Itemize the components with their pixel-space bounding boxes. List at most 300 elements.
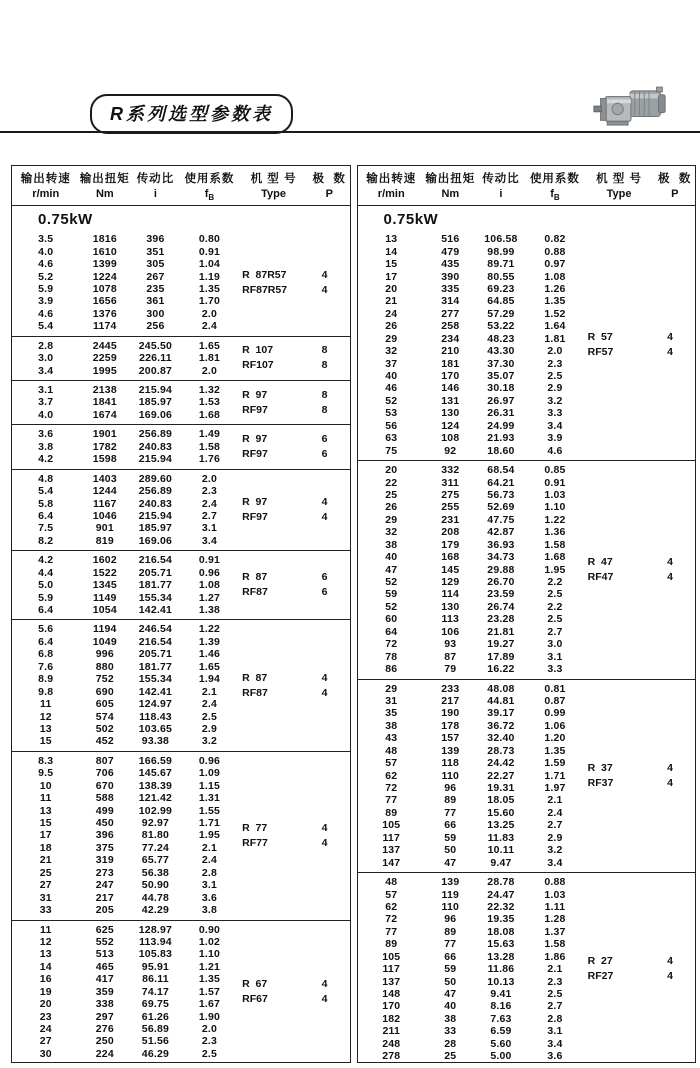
poles-value: 4 [321, 495, 328, 508]
cell-torque: 190 [441, 707, 460, 720]
cell-torque: 552 [95, 935, 114, 948]
column-header [80, 170, 131, 202]
cell-service-factor: 0.82 [544, 233, 566, 246]
type-pole-row [584, 954, 693, 969]
cell-torque: 93 [444, 638, 457, 651]
table-row [358, 613, 696, 625]
cell-speed: 10 [39, 779, 52, 792]
cell-service-factor: 1.90 [198, 1010, 221, 1023]
cell-speed: 64 [385, 625, 398, 638]
cell-torque: 880 [95, 660, 114, 673]
cell-torque: 59 [444, 963, 457, 976]
cell-speed: 47 [385, 563, 398, 576]
cell-service-factor: 1.81 [198, 352, 221, 365]
cell-speed: 137 [382, 844, 401, 857]
type-pole-block [238, 671, 347, 701]
cell-torque: 435 [441, 258, 460, 271]
cell-ratio: 240.83 [138, 440, 173, 453]
table-section [12, 336, 350, 380]
cell-torque: 1054 [92, 604, 117, 616]
cell-service-factor: 1.86 [544, 950, 566, 963]
cell-ratio: 24.99 [487, 419, 515, 432]
cell-service-factor: 1.02 [198, 935, 221, 948]
cell-ratio: 65.77 [141, 854, 170, 867]
cell-torque: 124 [441, 419, 460, 432]
poles-value: 4 [667, 776, 673, 789]
cell-speed: 56 [385, 419, 398, 432]
cell-service-factor: 0.96 [198, 566, 221, 579]
type-pole-row [584, 330, 693, 345]
cell-service-factor: 2.0 [201, 364, 218, 377]
table-section [358, 460, 696, 678]
cell-service-factor: 3.3 [547, 407, 563, 420]
type-label: R 77 [242, 821, 268, 834]
cell-speed: 31 [385, 694, 398, 707]
cell-ratio: 69.75 [141, 998, 170, 1011]
type-label: RF87 [242, 586, 268, 599]
cell-speed: 31 [39, 891, 52, 904]
cell-speed: 3.5 [38, 233, 54, 246]
table-row [358, 395, 696, 407]
column-header-cn: 极 数 [312, 173, 346, 185]
column-header-en: Nm [441, 188, 460, 200]
cell-ratio: 28.73 [487, 744, 515, 757]
type-label: RF87R57 [242, 283, 288, 296]
cell-ratio: 121.42 [138, 792, 173, 805]
cell-speed: 117 [382, 831, 401, 844]
cell-torque: 1674 [92, 408, 117, 421]
cell-torque: 1167 [93, 497, 117, 510]
cell-torque: 59 [444, 831, 457, 844]
cell-service-factor: 3.9 [547, 432, 563, 445]
cell-torque: 119 [441, 888, 460, 901]
cell-ratio: 46.29 [141, 1047, 170, 1060]
cell-speed: 75 [385, 444, 398, 457]
cell-speed: 3.0 [38, 352, 54, 365]
cell-service-factor: 0.87 [544, 694, 566, 707]
cell-service-factor: 1.32 [198, 384, 221, 396]
cell-ratio: 245.50 [138, 339, 173, 352]
cell-torque: 670 [95, 779, 114, 792]
cell-torque: 131 [441, 394, 460, 407]
table-row [12, 892, 350, 904]
cell-speed: 62 [385, 900, 398, 913]
cell-service-factor: 3.0 [547, 638, 563, 651]
cell-torque: 1194 [93, 623, 117, 636]
cell-torque: 178 [441, 719, 460, 732]
cell-torque: 108 [441, 432, 460, 445]
cell-torque: 50 [444, 975, 457, 988]
type-pole-row [238, 570, 347, 585]
type-pole-row [584, 555, 693, 570]
cell-speed: 5.9 [38, 591, 54, 604]
table-row [12, 723, 350, 735]
cell-service-factor: 1.52 [544, 307, 566, 320]
cell-ratio: 205.71 [138, 648, 173, 661]
table-row [12, 879, 350, 891]
cell-speed: 15 [385, 258, 398, 271]
type-pole-row [238, 343, 347, 358]
cell-service-factor: 0.99 [544, 707, 566, 720]
cell-speed: 117 [382, 963, 401, 976]
power-label-right: 0.75kW [383, 211, 439, 229]
cell-speed: 27 [39, 879, 52, 892]
cell-ratio: 155.34 [138, 591, 173, 604]
cell-torque: 205 [95, 904, 114, 917]
cell-ratio: 26.31 [487, 407, 515, 420]
cell-service-factor: 3.2 [547, 844, 563, 857]
cell-speed: 62 [385, 769, 398, 782]
cell-service-factor: 1.35 [198, 282, 221, 295]
cell-ratio: 80.55 [487, 270, 515, 283]
cell-ratio: 138.39 [138, 779, 173, 792]
type-pole-block [238, 570, 347, 600]
cell-speed: 5.4 [38, 485, 54, 498]
table-row [12, 246, 350, 258]
cell-ratio: 166.59 [138, 754, 173, 767]
cell-ratio: 215.94 [138, 453, 173, 466]
cell-ratio: 200.87 [138, 364, 173, 377]
column-header-cn: 机 型 号 [596, 173, 642, 185]
table-row [358, 913, 696, 925]
cell-speed: 60 [385, 613, 398, 626]
cell-torque: 450 [95, 817, 114, 829]
cell-speed: 13 [39, 948, 52, 961]
cell-ratio: 169.06 [138, 408, 173, 421]
type-pole-block [238, 432, 347, 462]
cell-speed: 4.2 [38, 453, 54, 466]
cell-speed: 18 [39, 841, 52, 854]
cell-torque: 170 [441, 370, 460, 382]
table-row [12, 961, 350, 973]
cell-service-factor: 1.95 [198, 829, 221, 842]
cell-speed: 11 [40, 698, 52, 711]
cell-service-factor: 3.4 [201, 534, 218, 547]
table-section [12, 230, 350, 336]
cell-torque: 1782 [92, 440, 117, 453]
type-label: R 37 [587, 761, 613, 774]
poles-value: 4 [321, 671, 328, 684]
type-pole-block [238, 268, 347, 298]
cell-speed: 23 [39, 1010, 52, 1023]
cell-speed: 24 [385, 307, 398, 320]
column-header-en: $f_B$ [204, 188, 215, 203]
cell-ratio: 56.89 [141, 1023, 170, 1035]
cell-ratio: 23.59 [487, 588, 515, 601]
type-pole-row [584, 345, 693, 360]
cell-torque: 50 [444, 844, 457, 857]
cell-ratio: 13.25 [487, 819, 515, 832]
cell-service-factor: 2.5 [547, 588, 563, 601]
table-row [12, 1048, 350, 1060]
type-pole-row [238, 388, 347, 403]
cell-speed: 26 [385, 501, 398, 514]
column-header [476, 170, 527, 202]
column-header-cn: 输出转速 [366, 173, 417, 185]
cell-torque: 588 [95, 792, 114, 805]
cell-service-factor: 3.1 [547, 1025, 563, 1038]
cell-speed: 211 [382, 1025, 401, 1038]
table-row [12, 554, 350, 566]
cell-torque: 181 [441, 357, 460, 370]
cell-torque: 224 [95, 1047, 114, 1060]
cell-service-factor: 1.59 [544, 757, 566, 770]
cell-service-factor: 1.37 [544, 925, 566, 938]
type-label: RF107 [242, 359, 274, 372]
column-header-en: i [153, 188, 157, 200]
cell-ratio: 37.30 [487, 357, 515, 370]
cell-speed: 2.8 [38, 339, 54, 352]
cell-speed: 72 [385, 913, 398, 926]
cell-speed: 48 [385, 876, 398, 889]
cell-service-factor: 1.11 [544, 900, 566, 913]
cell-service-factor: 1.15 [198, 779, 221, 792]
cell-speed: 12 [39, 710, 52, 723]
cell-torque: 819 [95, 534, 114, 547]
cell-service-factor: 1.08 [544, 270, 566, 283]
poles-value: 6 [321, 447, 328, 460]
cell-torque: 338 [95, 998, 114, 1011]
cell-ratio: 18.08 [487, 925, 515, 938]
table-row [358, 526, 696, 538]
table-row [358, 926, 696, 938]
cell-torque: 359 [95, 985, 114, 998]
cell-service-factor: 2.0 [201, 472, 218, 485]
cell-torque: 25 [444, 1050, 457, 1062]
column-header-cn: 输出扭矩 [425, 173, 476, 185]
cell-speed: 182 [382, 1012, 401, 1025]
cell-speed: 40 [385, 370, 398, 382]
table-body-left [12, 206, 350, 1062]
table-row [12, 854, 350, 866]
cell-ratio: 77.24 [141, 841, 170, 854]
cell-service-factor: 3.6 [201, 891, 218, 904]
column-header-en: r/min [32, 188, 60, 200]
cell-speed: 29 [385, 513, 398, 526]
type-pole-row [238, 283, 347, 298]
type-label: R 47 [587, 555, 613, 568]
type-pole-block [238, 977, 347, 1007]
poles-value: 4 [321, 268, 328, 281]
table-row [358, 638, 696, 650]
cell-service-factor: 1.10 [198, 948, 221, 961]
column-header-en: Type [261, 188, 286, 200]
cell-ratio: 44.78 [141, 891, 170, 904]
cell-torque: 139 [441, 876, 460, 889]
cell-ratio: 22.27 [487, 769, 515, 782]
cell-ratio: 34.73 [487, 551, 515, 564]
cell-service-factor: 0.91 [544, 476, 566, 489]
cell-service-factor: 1.71 [198, 817, 221, 829]
cell-torque: 255 [441, 501, 460, 514]
table-half-right [357, 165, 697, 1063]
table-row [12, 473, 350, 485]
cell-torque: 129 [441, 576, 460, 588]
poles-value: 8 [321, 359, 328, 372]
type-label: R 107 [242, 344, 274, 357]
cell-torque: 1403 [92, 472, 117, 485]
table-row [358, 1050, 696, 1062]
cell-speed: 4.0 [38, 408, 54, 421]
cell-service-factor: 2.5 [201, 1047, 218, 1060]
cell-service-factor: 1.94 [198, 673, 221, 686]
type-pole-row [238, 268, 347, 283]
cell-torque: 208 [441, 526, 460, 539]
table-section [12, 751, 350, 920]
cell-speed: 21 [39, 854, 52, 867]
cell-torque: 1046 [92, 509, 117, 522]
type-label: R 87 [242, 571, 268, 584]
cell-service-factor: 3.6 [547, 1050, 563, 1062]
type-label: RF37 [587, 776, 614, 789]
table-row [358, 271, 696, 283]
column-header [181, 170, 238, 202]
type-pole-row [238, 836, 347, 851]
cell-speed: 7.6 [38, 660, 54, 673]
cell-torque: 417 [95, 973, 114, 986]
cell-torque: 625 [95, 923, 114, 936]
poles-value: 8 [321, 388, 328, 401]
poles-value: 4 [667, 970, 673, 983]
table-row [358, 707, 696, 719]
table-row [12, 623, 350, 635]
cell-torque: 277 [441, 307, 460, 320]
type-label: RF87 [242, 686, 268, 699]
cell-torque: 396 [95, 829, 114, 842]
cell-service-factor: 2.8 [547, 1012, 563, 1025]
cell-speed: 77 [385, 794, 398, 807]
cell-ratio: 256.89 [138, 428, 173, 441]
cell-torque: 110 [441, 769, 460, 782]
cell-torque: 752 [95, 673, 114, 686]
cell-torque: 901 [95, 522, 114, 535]
cell-ratio: 19.31 [487, 782, 515, 794]
type-pole-row [238, 585, 347, 600]
cell-ratio: 142.41 [138, 604, 173, 616]
cell-ratio: 36.93 [487, 538, 515, 551]
cell-torque: 574 [95, 710, 114, 723]
table-row [358, 539, 696, 551]
cell-service-factor: 2.1 [201, 685, 218, 698]
cell-ratio: 15.60 [487, 806, 515, 819]
table-row [12, 755, 350, 767]
cell-service-factor: 1.35 [544, 744, 566, 757]
cell-service-factor: 1.22 [544, 513, 566, 526]
cell-speed: 6.8 [38, 648, 54, 661]
table-row [358, 295, 696, 307]
cell-torque: 113 [441, 613, 460, 626]
cell-speed: 5.4 [38, 320, 54, 333]
cell-service-factor: 1.71 [544, 769, 566, 782]
cell-torque: 273 [95, 866, 114, 879]
cell-torque: 217 [441, 694, 460, 707]
cell-service-factor: 1.49 [198, 428, 221, 441]
cell-service-factor: 1.22 [198, 623, 221, 636]
poles-value: 4 [321, 686, 328, 699]
table-row [12, 767, 350, 779]
cell-ratio: 64.21 [487, 476, 515, 489]
cell-service-factor: 3.4 [547, 856, 563, 869]
cell-speed: 148 [382, 988, 401, 1000]
cell-ratio: 185.97 [138, 522, 173, 535]
cell-ratio: 53.22 [487, 320, 515, 333]
poles-value: 6 [321, 571, 328, 584]
cell-service-factor: 2.0 [547, 345, 563, 358]
cell-ratio: 43.30 [487, 345, 515, 358]
cell-service-factor: 1.68 [198, 408, 221, 421]
cell-speed: 59 [385, 588, 398, 601]
cell-ratio: 216.54 [138, 635, 173, 648]
cell-torque: 2138 [92, 384, 117, 396]
cell-speed: 32 [385, 345, 398, 358]
column-header-cn: 输出扭矩 [79, 173, 130, 185]
cell-service-factor: 2.2 [547, 600, 563, 613]
cell-ratio: 98.99 [487, 245, 515, 258]
cell-torque: 335 [441, 282, 460, 295]
table-row [358, 857, 696, 869]
cell-service-factor: 3.3 [547, 663, 563, 676]
table-row [12, 735, 350, 747]
type-label: R 97 [242, 432, 268, 445]
cell-ratio: 300 [146, 307, 165, 320]
table-row [358, 258, 696, 270]
cell-ratio: 52.69 [487, 501, 515, 514]
cell-speed: 63 [385, 432, 398, 445]
cell-torque: 690 [95, 685, 114, 698]
cell-service-factor: 2.4 [547, 806, 563, 819]
cell-torque: 231 [441, 513, 460, 526]
type-label: RF97 [242, 403, 268, 416]
cell-torque: 1149 [93, 591, 117, 604]
table-row [12, 233, 350, 245]
cell-speed: 20 [39, 998, 52, 1011]
table-row [12, 1035, 350, 1047]
table-row [358, 695, 696, 707]
cell-service-factor: 2.7 [547, 625, 563, 638]
table-row [12, 805, 350, 817]
cell-torque: 1345 [92, 579, 117, 592]
cell-torque: 1656 [92, 295, 117, 308]
cell-speed: 170 [382, 1000, 401, 1013]
cell-service-factor: 1.58 [198, 440, 221, 453]
table-row [12, 1023, 350, 1035]
cell-service-factor: 0.97 [544, 258, 566, 271]
type-pole-block [238, 343, 347, 373]
table-row [358, 233, 696, 245]
table-row [12, 1011, 350, 1023]
cell-speed: 27 [39, 1035, 52, 1048]
poles-value: 4 [667, 555, 673, 568]
cell-service-factor: 2.3 [547, 975, 563, 988]
cell-ratio: 93.38 [141, 735, 170, 748]
poles-value: 4 [667, 955, 673, 968]
cell-ratio: 216.54 [138, 554, 173, 567]
cell-service-factor: 3.2 [201, 735, 218, 748]
cell-torque: 233 [441, 682, 460, 695]
cell-service-factor: 1.57 [198, 985, 221, 998]
cell-torque: 40 [444, 1000, 457, 1013]
cell-torque: 1244 [92, 485, 117, 498]
cell-service-factor: 1.03 [544, 488, 566, 501]
type-label: R 97 [242, 388, 268, 401]
table-row [358, 832, 696, 844]
column-header-cn: 机 型 号 [250, 173, 297, 185]
type-pole-row [238, 686, 347, 701]
cell-speed: 9.8 [38, 685, 54, 698]
table-section [12, 380, 350, 424]
cell-torque: 390 [441, 270, 460, 283]
poles-value: 4 [667, 331, 673, 344]
